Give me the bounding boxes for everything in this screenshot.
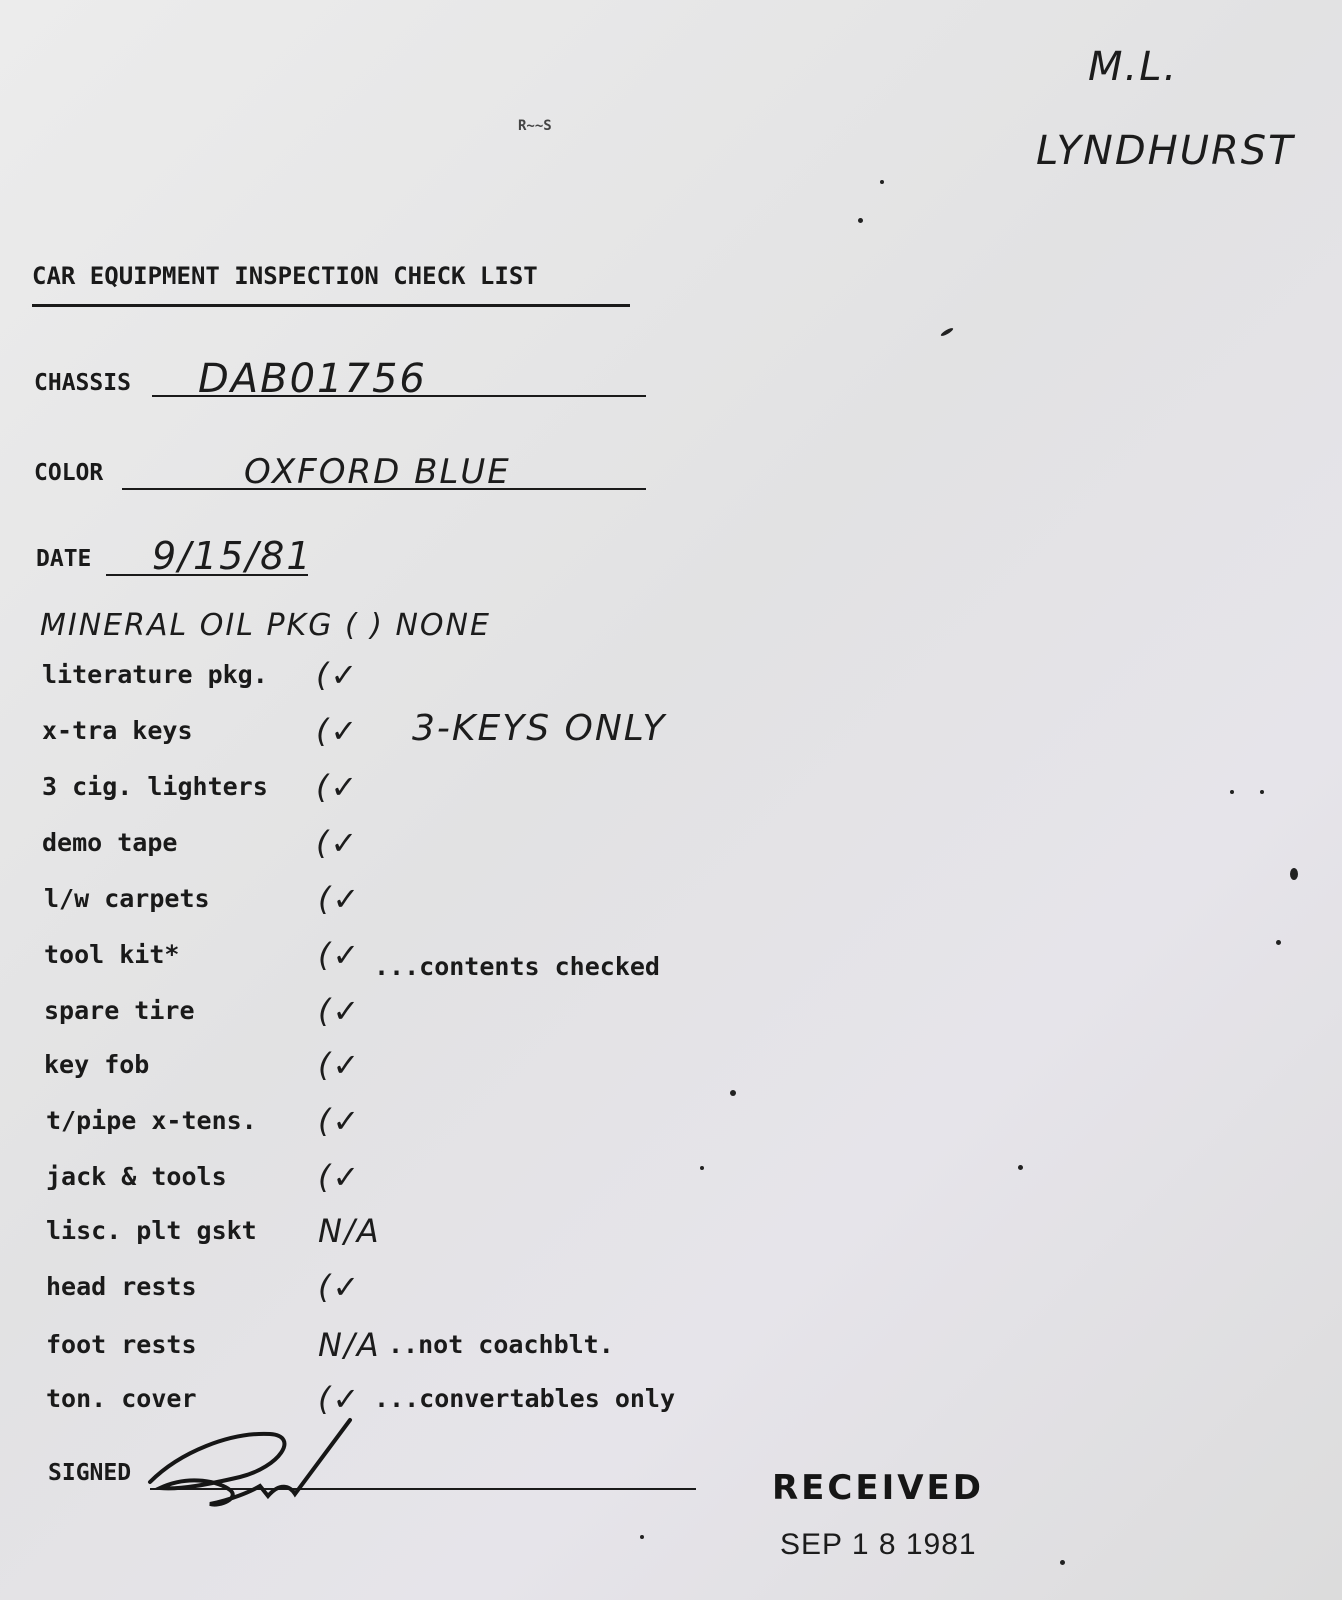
item-label: foot rests [46, 1330, 197, 1359]
item-mark: (✓ [318, 936, 362, 974]
noise-speck [1230, 790, 1234, 794]
item-label: tool kit* [44, 940, 180, 969]
noise-speck [730, 1090, 736, 1096]
item-label: key fob [44, 1050, 150, 1079]
item-note: ...convertables only [374, 1384, 676, 1413]
item-label: spare tire [44, 996, 195, 1025]
chassis-label: CHASSIS [34, 370, 131, 396]
item-mark: (✓ [318, 880, 362, 918]
date-label: DATE [36, 546, 92, 572]
item-mark: (✓ [316, 656, 360, 694]
chassis-value: DAB01756 [198, 356, 427, 402]
noise-speck [1290, 868, 1298, 880]
item-mark: (✓ [318, 1102, 362, 1140]
item-label: lisc. plt gskt [46, 1216, 257, 1245]
item-label: ton. cover [46, 1384, 197, 1413]
received-stamp-date: SEP 1 8 1981 [780, 1528, 977, 1561]
noise-speck [1018, 1165, 1023, 1170]
noise-speck [940, 327, 954, 337]
item-label: l/w carpets [44, 884, 210, 913]
item-label: jack & tools [46, 1162, 227, 1191]
item-mark: (✓ [318, 1158, 362, 1196]
item-note: ..not coachblt. [388, 1330, 614, 1359]
item-mark: (✓ [316, 824, 360, 862]
date-value: 9/15/81 [152, 534, 313, 578]
form-title: CAR EQUIPMENT INSPECTION CHECK LIST [32, 262, 538, 290]
item-label: literature pkg. [42, 660, 268, 689]
item-mark: (✓ [318, 1268, 362, 1306]
color-label: COLOR [34, 460, 104, 486]
faint-mark: R~~S [518, 118, 552, 134]
item-mark: (✓ [318, 992, 362, 1030]
item-label: demo tape [42, 828, 178, 857]
item-mark: N/A [318, 1326, 381, 1364]
annotation-initials: M.L. [1088, 44, 1179, 90]
noise-speck [1260, 790, 1264, 794]
mineral-oil-note: MINERAL OIL PKG ( ) NONE [40, 608, 491, 643]
noise-speck [880, 180, 884, 184]
handwritten-signature [120, 1412, 360, 1522]
received-stamp: RECEIVED [772, 1468, 984, 1508]
item-hand-note: 3-KEYS ONLY [412, 708, 667, 749]
item-mark: (✓ [316, 768, 360, 806]
title-underline [32, 304, 630, 307]
item-mark: (✓ [316, 712, 360, 750]
color-value: OXFORD BLUE [244, 452, 511, 492]
item-label: head rests [46, 1272, 197, 1301]
annotation-location: LYNDHURST [1036, 128, 1295, 174]
item-mark: (✓ [318, 1380, 362, 1418]
noise-speck [858, 218, 863, 223]
item-label: 3 cig. lighters [42, 772, 268, 801]
noise-speck [1276, 940, 1281, 945]
item-note: ...contents checked [374, 952, 660, 981]
signature-label: SIGNED [48, 1460, 132, 1486]
item-mark: (✓ [318, 1046, 362, 1084]
item-mark: N/A [318, 1212, 381, 1250]
item-label: x-tra keys [42, 716, 193, 745]
noise-speck [1060, 1560, 1065, 1565]
noise-speck [700, 1166, 704, 1170]
noise-speck [640, 1535, 644, 1539]
item-label: t/pipe x-tens. [46, 1106, 257, 1135]
